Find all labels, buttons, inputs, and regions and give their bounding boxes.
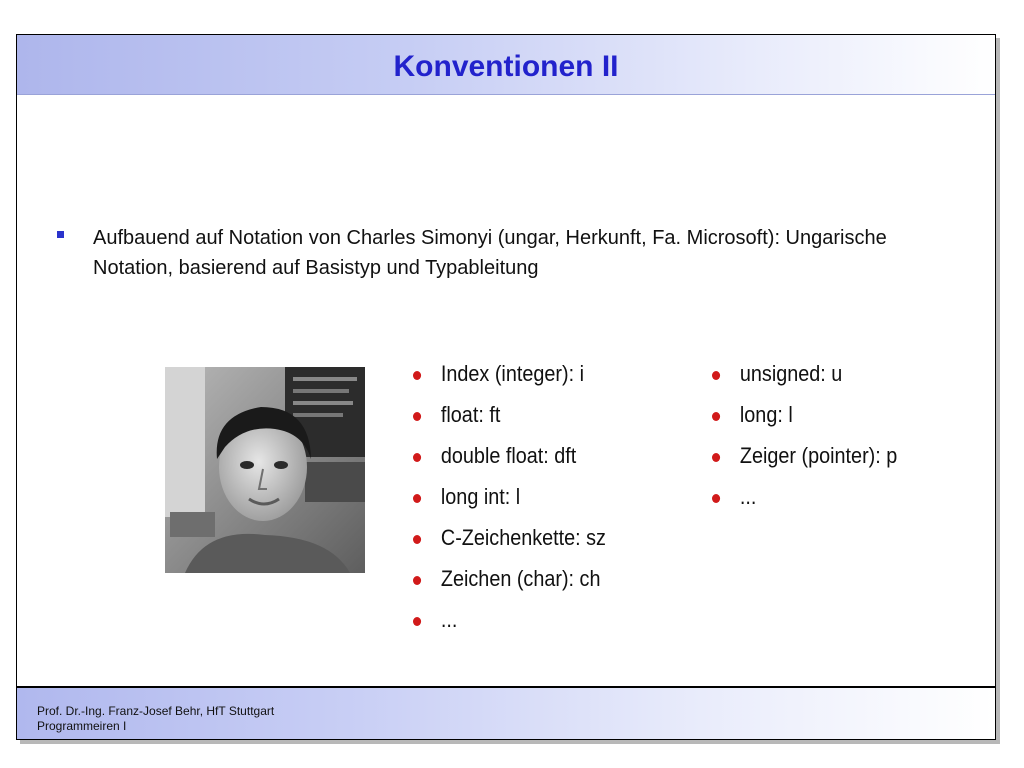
- footer-course: Programmeiren I: [37, 719, 127, 733]
- list-item: Zeiger (pointer): p: [712, 443, 919, 469]
- square-bullet-icon: [57, 231, 64, 238]
- list-item: unsigned: u: [712, 361, 919, 387]
- list-item: float: ft: [413, 402, 665, 428]
- footer: [17, 686, 995, 739]
- intro-text: Aufbauend auf Notation von Charles Simonyi (ungar, Herkunft, Fa. Microsoft): Ungarische Notation, basierend auf Basistyp und Typableitung: [93, 227, 887, 279]
- notation-list-left: [413, 361, 693, 648]
- slide: [16, 34, 996, 740]
- list-item: C-Zeichenkette: sz: [413, 525, 665, 551]
- list-item: long int: l: [413, 484, 665, 510]
- list-item: Zeichen (char): ch: [413, 566, 665, 592]
- notation-list-right: [712, 361, 942, 525]
- footer-author: Prof. Dr.-Ing. Franz-Josef Behr, HfT Stuttgart: [37, 704, 275, 718]
- list-item: long: l: [712, 402, 919, 428]
- list-item: double float: dft: [413, 443, 665, 469]
- title-bar: [17, 35, 995, 95]
- list-item: Index (integer): i: [413, 361, 665, 387]
- list-item: ...: [413, 607, 665, 633]
- portrait-photo: [165, 367, 365, 573]
- list-item: ...: [712, 484, 919, 510]
- slide-title: Konventionen II: [393, 50, 619, 83]
